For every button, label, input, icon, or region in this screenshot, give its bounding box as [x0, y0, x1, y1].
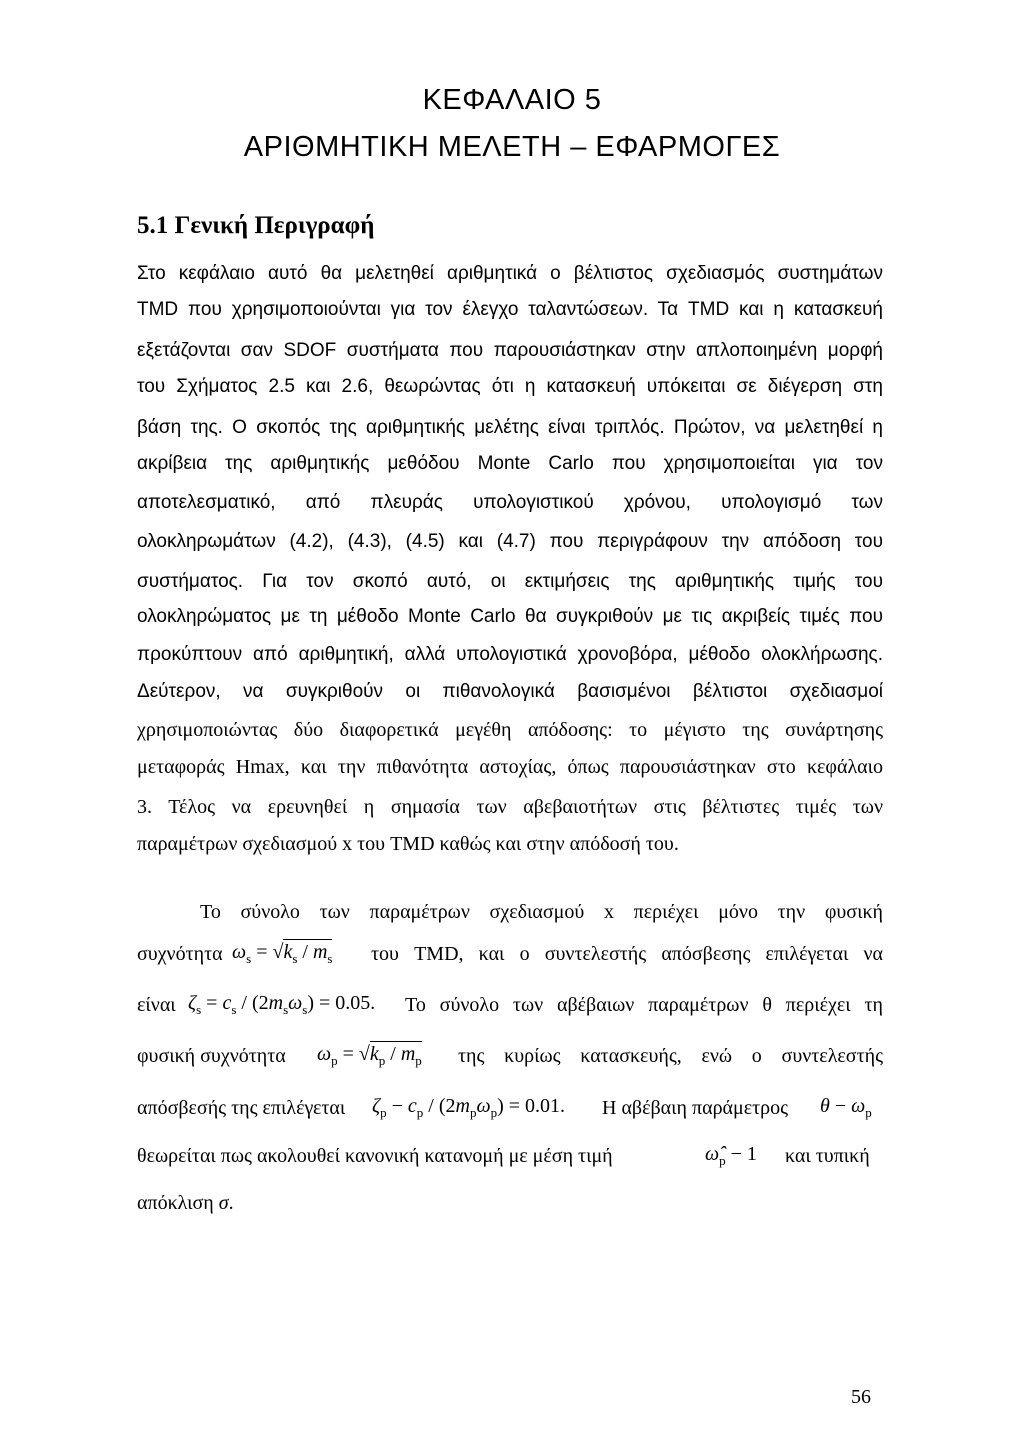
paragraph-1-line: ολοκληρωμάτων (4.2), (4.3), (4.5) και (4.7) που περιγράφουν την απόδοση του — [137, 531, 883, 552]
paragraph-2-line-5-text-a: απόσβεσής της επιλέγεται — [137, 1097, 346, 1119]
paragraph-2-line-3-text-b: Το σύνολο των αβέβαιων παραμέτρων θ περιέχει τη — [405, 994, 883, 1016]
equation-zeta-s: $\zeta_s = c_s / (2m_s\omega_s) = 0.05$. — [188, 992, 376, 1017]
paragraph-1-line: του Σχήματος 2.5 και 2.6, θεωρώντας ότι η κατασκευή υπόκειται σε διέγερση στη — [137, 376, 883, 397]
paragraph-1-line: παραμέτρων σχεδιασμού x του TMD καθώς και στην απόδοσή του. — [137, 833, 679, 855]
paragraph-1-line: TMD που χρησιμοποιούνται για τον έλεγχο ταλαντώσεων. Τα TMD και η κατασκευή — [137, 299, 883, 320]
paragraph-2-line-5-text-b: Η αβέβαιη παράμετρος — [602, 1097, 789, 1119]
chapter-number: ΚΕΦΑΛΑΙΟ 5 — [422, 84, 602, 116]
paragraph-1-line: χρησιμοποιώντας δύο διαφορετικά μεγέθη απόδοσης: το μέγιστο της συνάρτησης — [137, 719, 883, 741]
paragraph-1-line: ολοκληρώματος με τη μέθοδο Monte Carlo θα συγκριθούν με τις ακριβείς τιμές που — [137, 606, 883, 627]
paragraph-1-line: αποτελεσματικό, από πλευράς υπολογιστικού χρόνου, υπολογισμό των — [137, 492, 883, 513]
equation-omega-s: $\omega_s = √k_s / m_s$ — [232, 941, 333, 966]
paragraph-1-line: εξετάζονται σαν SDOF συστήματα που παρουσιάστηκαν στην απλοποιημένη μορφή — [137, 340, 883, 361]
paragraph-1-line: συστήματος. Για τον σκοπό αυτό, οι εκτιμήσεις της αριθμητικής τιμής του — [137, 571, 883, 592]
paragraph-2-line-6-text-a: θεωρείται πως ακολουθεί κανονική κατανομή με μέση τιμή — [137, 1145, 613, 1167]
paragraph-1-line: ακρίβεια της αριθμητικής μεθόδου Monte Carlo που χρησιμοποιείται για τον — [137, 453, 883, 474]
equation-omega-p: $\omega_p = √k_p / m_p$ — [317, 1043, 422, 1068]
equation-theta: $\theta - \omega_p$ — [820, 1095, 872, 1120]
paragraph-2-line-1: Το σύνολο των παραμέτρων σχεδιασμού x περιέχει μόνο την φυσική — [200, 901, 883, 923]
paragraph-1-line: Δεύτερον, να συγκριθούν οι πιθανολογικά βασισμένοι βέλτιστοι σχεδιασμοί — [137, 681, 883, 702]
paragraph-1-line: μεταφοράς Hmax, και την πιθανότητα αστοχίας, όπως παρουσιάστηκαν στο κεφάλαιο — [137, 756, 883, 778]
paragraph-1-line: Στο κεφάλαιο αυτό θα μελετηθεί αριθμητικά ο βέλτιστος σχεδιασμός συστημάτων — [137, 263, 883, 284]
paragraph-2-line-7: απόκλιση σ. — [137, 1192, 234, 1214]
paragraph-2-line-2-text-b: του TMD, και ο συντελεστής απόσβεσης επιλέγεται να — [371, 943, 883, 965]
page-number: 56 — [851, 1386, 871, 1408]
paragraph-2-line-3-text-a: είναι — [137, 994, 176, 1016]
equation-mean: $\omegâ_p - 1$ — [705, 1143, 757, 1168]
equation-zeta-p: $\zeta_p - c_p / (2m_p\omega_p) = 0.01$. — [372, 1095, 566, 1120]
paragraph-2-line-2-text-a: συχνότητα — [137, 943, 223, 965]
paragraph-2-line-4-text-a: φυσική συχνότητα — [137, 1045, 286, 1067]
paragraph-2-line-4-text-b: της κυρίως κατασκευής, ενώ ο συντελεστής — [458, 1045, 883, 1067]
chapter-title: ΑΡΙΘΜΗΤΙΚΗ ΜΕΛΕΤΗ – ΕΦΑΡΜΟΓΕΣ — [243, 131, 781, 163]
section-heading: 5.1 Γενική Περιγραφή — [137, 212, 375, 239]
paragraph-1-line: βάση της. Ο σκοπός της αριθμητικής μελέτης είναι τριπλός. Πρώτον, να μελετηθεί η — [137, 417, 883, 438]
paragraph-1-line: 3. Τέλος να ερευνηθεί η σημασία των αβεβαιοτήτων στις βέλτιστες τιμές των — [137, 796, 883, 818]
paragraph-2-line-6-text-b: και τυπική — [785, 1145, 870, 1167]
paragraph-1-line: προκύπτουν από αριθμητική, αλλά υπολογιστικά χρονοβόρα, μέθοδο ολοκλήρωσης. — [137, 644, 883, 665]
